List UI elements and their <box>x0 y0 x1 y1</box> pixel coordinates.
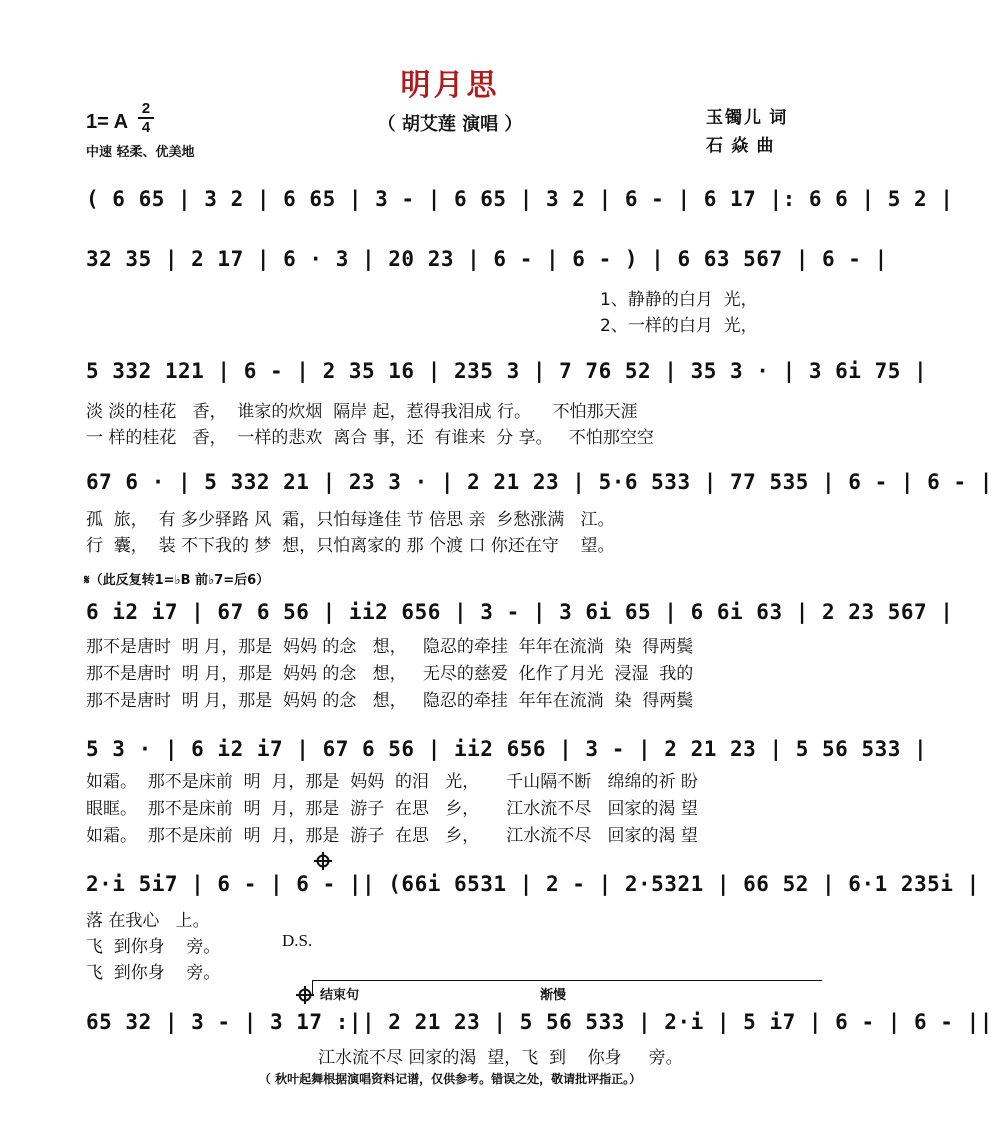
lyric-line-7a: 落 在我心 上。 <box>86 911 210 931</box>
notation-line-3: 5 332 121 | 6 - | 2 35 16 | 235 3 | 7 76 52 | 35 3 · | 3 6i 75 | <box>86 359 928 383</box>
lyric-line-5c: 那不是唐时 明 月，那是 妈妈 的念 想， 隐忍的牵挂 年年在流淌 染 得两鬓 <box>86 691 694 711</box>
lyric-verse2-intro: 2、一样的白月 光， <box>600 316 758 336</box>
composer-credit: 石 焱 曲 <box>706 136 776 155</box>
tempo-marking: 中速 轻柔、优美地 <box>86 145 195 160</box>
lyric-line-8: 江水流不尽 回家的渴 望，飞 到 你身 旁。 <box>318 1048 683 1068</box>
notation-line-8: 65 32 | 3 - | 3 17 :|| 2 21 23 | 5 56 533 | 2·i | 5 i7 | 6 - | 6 - || <box>86 1010 993 1034</box>
footer-note: （ 秋叶起舞根据演唱资料记谱，仅供参考。错误之处，敬请批评指正。） <box>258 1072 642 1086</box>
lyric-line-4b: 行 囊， 装 不下我的 梦 想，只怕离家的 那 个渡 口 你还在守 望。 <box>86 536 615 556</box>
dal-segno-mark: D.S. <box>282 931 313 950</box>
notation-line-4: 67 6 · | 5 332 21 | 23 3 · | 2 21 23 | 5·6 533 | 77 535 | 6 - | 6 - | <box>86 470 993 494</box>
notation-line-2: 32 35 | 2 17 | 6 · 3 | 20 23 | 6 - | 6 - ) | 6 63 567 | 6 - | <box>86 247 888 271</box>
lyric-line-3b: 一 样的桂花 香， 一样的悲欢 离合 事，还 有谁来 分 享。 不怕那空空 <box>86 428 654 448</box>
lyric-line-4a: 孤 旅， 有 多少驿路 风 霜，只怕每逢佳 节 倍思 亲 乡愁涨满 江。 <box>86 510 615 530</box>
coda-icon <box>296 986 314 1004</box>
segno-modulation-note: 𝄋（此反复转1=♭B 前♭7=后6） <box>84 573 270 588</box>
lyric-line-6b: 眼眶。 那不是床前 明 月，那是 游子 在思 乡， 江水流不尽 回家的渴 望 <box>86 799 698 819</box>
notation-line-5: 6 i2 i7 | 67 6 56 | ii2 656 | 3 - | 3 6i 65 | 6 6i 63 | 2 23 567 | <box>86 600 954 624</box>
lyric-line-5b: 那不是唐时 明 月，那是 妈妈 的念 想， 无尽的慈爱 化作了月光 浸湿 我的 <box>86 664 694 684</box>
lyric-line-3a: 淡 淡的桂花 香， 谁家的炊烟 隔岸 起，惹得我泪成 行。 不怕那天涯 <box>86 402 638 422</box>
key-signature: 1= A <box>86 111 129 133</box>
time-signature-bottom: 4 <box>141 119 151 136</box>
lyric-line-7b: 飞 到你身 旁。 <box>86 937 221 957</box>
coda-icon <box>314 852 332 870</box>
singer-credit: （ 胡艾莲 演唱 ） <box>377 114 523 135</box>
lyric-line-6a: 如霜。 那不是床前 明 月，那是 妈妈 的泪 光， 千山隔不断 绵绵的祈 盼 <box>86 772 698 792</box>
ending-label: 结束句 <box>320 988 360 1003</box>
time-signature <box>138 101 154 135</box>
notation-line-6: 5 3 · | 6 i2 i7 | 67 6 56 | ii2 656 | 3 - | 2 21 23 | 5 56 533 | <box>86 737 928 761</box>
time-signature-top: 2 <box>141 100 151 117</box>
notation-line-7: 2·i 5i7 | 6 - | 6 - || (66i 6531 | 2 - | 2·5321 | 66 52 | 6·1 235i | <box>86 872 980 896</box>
lyric-line-5a: 那不是唐时 明 月，那是 妈妈 的念 想， 隐忍的牵挂 年年在流淌 染 得两鬓 <box>86 637 694 657</box>
notation-line-1: ( 6 65 | 3 2 | 6 65 | 3 - | 6 65 | 3 2 | 6 - | 6 17 |: 6 6 | 5 2 | <box>86 187 954 211</box>
ritardando-label: 渐慢 <box>540 988 567 1003</box>
lyricist-credit: 玉镯儿 词 <box>706 108 789 127</box>
song-title: 明月思 <box>400 68 500 103</box>
lyric-line-7c: 飞 到你身 旁。 <box>86 963 221 983</box>
ending-bracket-line <box>312 980 822 981</box>
lyric-line-6c: 如霜。 那不是床前 明 月，那是 游子 在思 乡， 江水流不尽 回家的渴 望 <box>86 826 698 846</box>
lyric-verse1-intro: 1、静静的白月 光， <box>600 290 758 310</box>
